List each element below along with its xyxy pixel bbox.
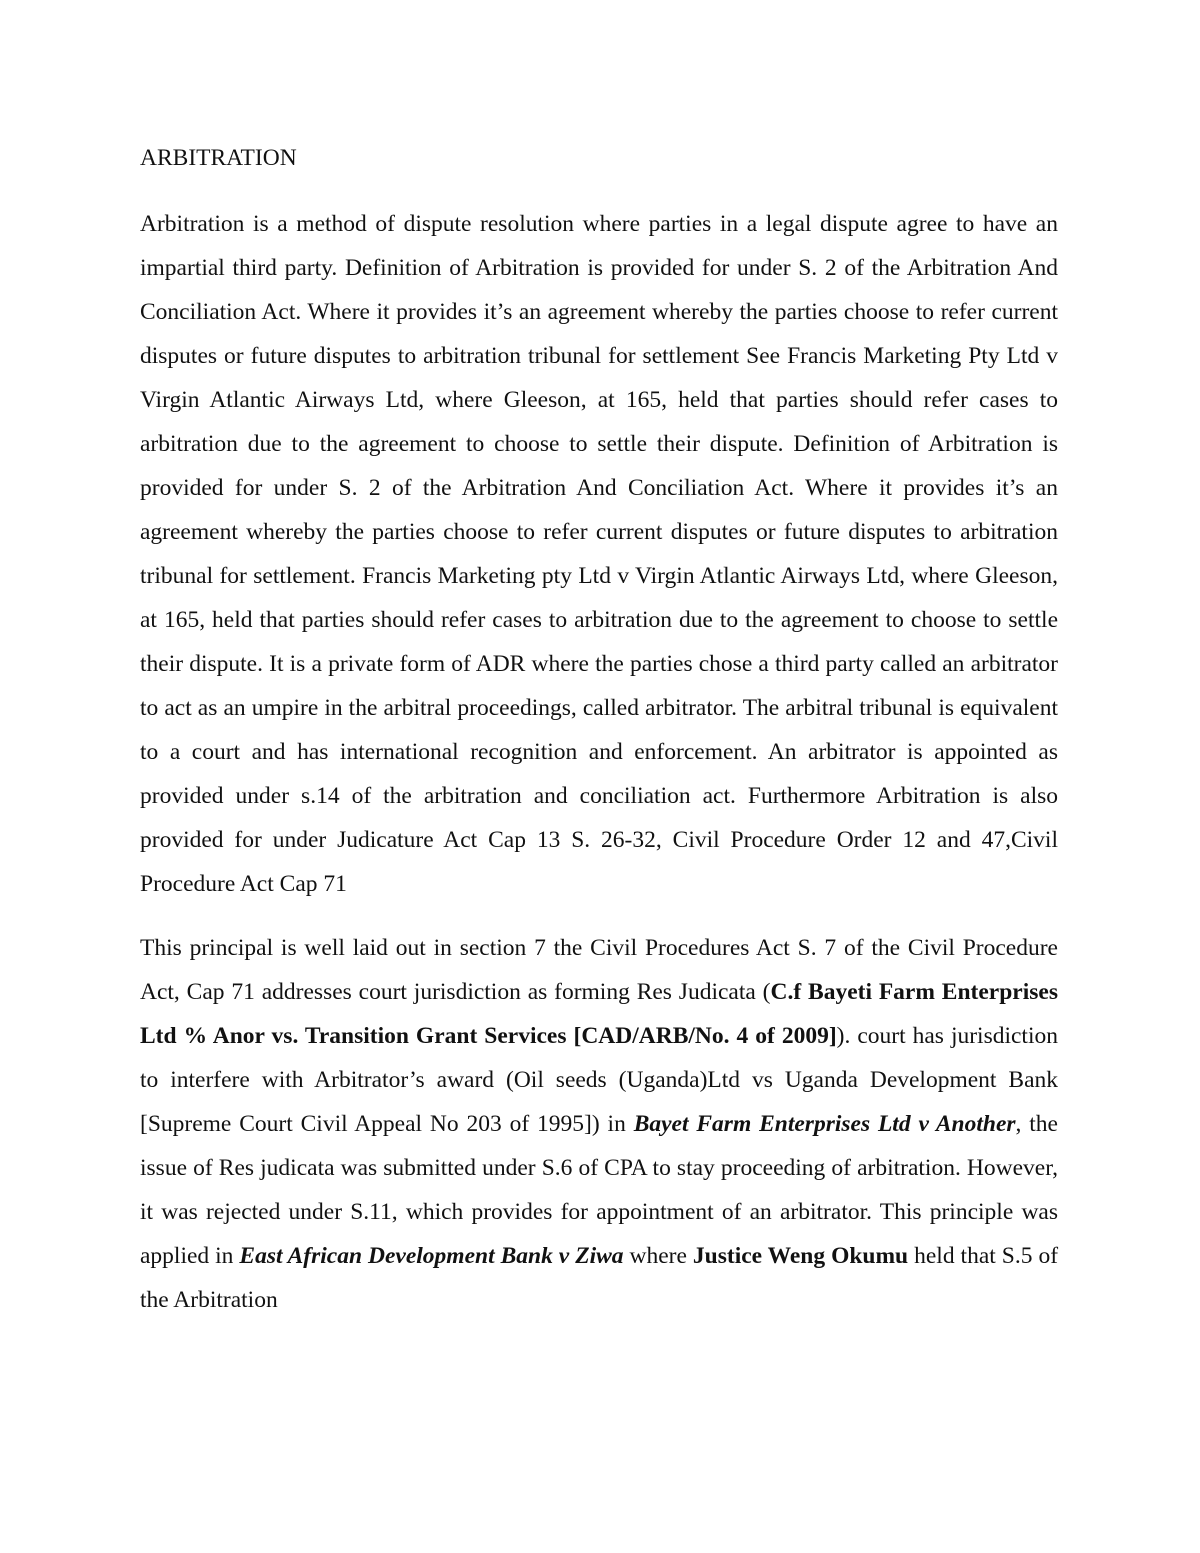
document-title: ARBITRATION <box>140 145 297 171</box>
judge-name: Justice Weng Okumu <box>692 1243 909 1269</box>
paragraph-2-text-4: where <box>623 1243 693 1269</box>
paragraph-2-text-2: ). court has jurisdiction to interfere with Arbitrator’s award (Oil seeds (Uganda)Ltd vs Uganda Development Bank [Supreme Court Civil Appeal No 203 of 1995]) in <box>140 1023 1058 1137</box>
document-page <box>140 140 1058 1322</box>
paragraph-1: Arbitration is a method of dispute resolution where parties in a legal dispute agree to have an impartial third party. Definition of Arbitration is provided for under S. 2 of the Arbitration And Conciliation Act. Where it provides it’s an agreement whereby the parties choose to refer current disputes or future disputes to arbitration tribunal for settlement See Francis Marketing Pty Ltd v Virgin Atlantic Airways Ltd, where Gleeson, at 165, held that parties should refer cases to arbitration due to the agreement to choose to settle their dispute. Definition of Arbitration is provided for under S. 2 of the Arbitration And Conciliation Act. Where it provides it’s an agreement whereby the parties choose to refer current disputes or future disputes to arbitration tribunal for settlement. Francis Marketing pty Ltd v Virgin Atlantic Airways Ltd, where Gleeson, at 165, held that parties should refer cases to arbitration due to the agreement to choose to settle their dispute. It is a private form of ADR where the parties chose a third party called an arbitrator to act as an umpire in the arbitral proceedings, called arbitrator. The arbitral tribunal is equivalent to a court and has international recognition and enforcement. An arbitrator is appointed as provided under s.14 of the arbitration and conciliation act. Furthermore Arbitration is also provided for under Judicature Act Cap 13 S. 26-32, Civil Procedure Order 12 and 47,Civil Procedure Act Cap 71 <box>140 211 1058 897</box>
paragraph-2-text-5: held that S.5 of the Arbitration <box>140 1243 1059 1313</box>
paragraph-2-text-3: , the issue of Res judicata was submitted under S.6 of CPA to stay proceeding of arbitration. However, it was rejected under S.11, which provides for appointment of an arbitrator. This principle was applied in <box>140 1111 1058 1269</box>
paragraph-2 <box>140 926 1058 1322</box>
case-name-bayet-farm: Bayet Farm Enterprises Ltd v Another <box>633 1111 1016 1137</box>
paragraph-2-text-1: This principal is well laid out in section 7 the Civil Procedures Act S. 7 of the Civil Procedure Act, Cap 71 addresses court jurisdiction as forming Res Judicata ( <box>140 935 1058 1005</box>
case-citation-bayeti: C.f Bayeti Farm Enterprises Ltd % Anor vs. Transition Grant Services [CAD/ARB/No. 4 of 2009] <box>140 979 1058 1049</box>
case-name-east-african-development-bank: East African Development Bank v Ziwa <box>239 1243 624 1269</box>
